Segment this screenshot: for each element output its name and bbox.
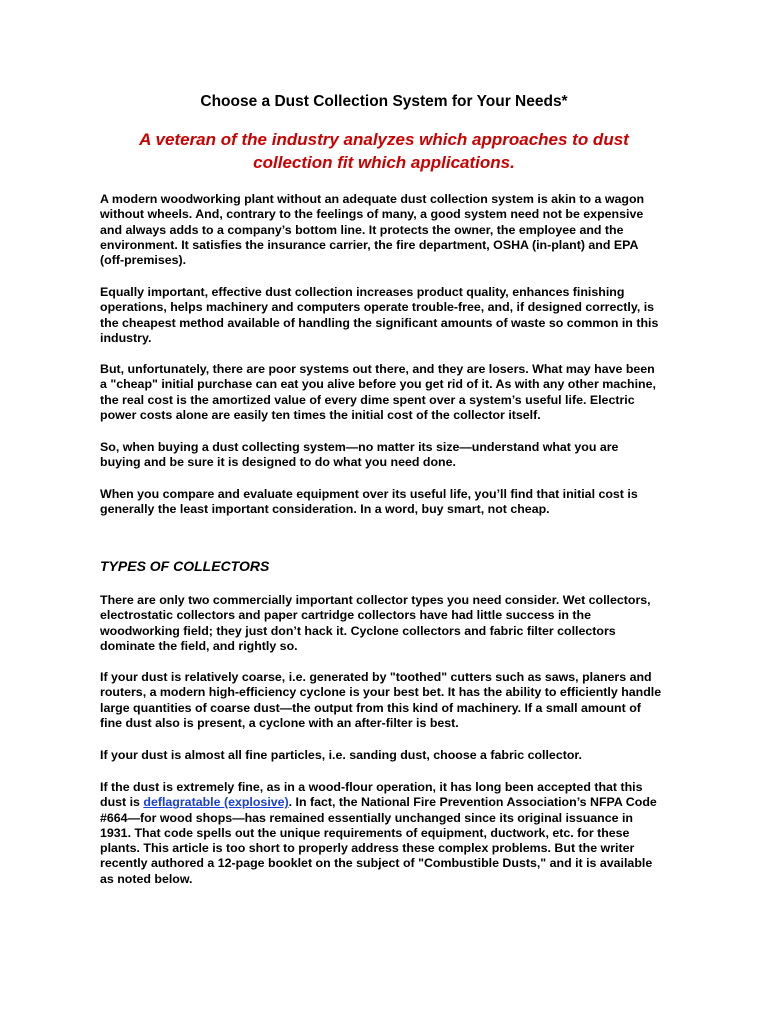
paragraph-line: So, when buying a dust collecting system—no matter its size—understand what you are bbox=[100, 440, 619, 454]
paragraph-line: electrostatic collectors and paper cartridge collectors have had little success in the bbox=[100, 608, 591, 623]
paragraph-line: There are only two commercially important collector types you need consider. Wet collectors, bbox=[100, 593, 651, 607]
paragraph-line: a "cheap" initial purchase can eat you alive before you get rid of it. As with any other machine, bbox=[100, 377, 656, 392]
paragraph-line: #664—for wood shops—has remained essentially unchanged since its original issuance in bbox=[100, 810, 633, 825]
paragraph bbox=[100, 440, 660, 471]
paragraph-line bbox=[100, 795, 660, 810]
deflagratable-link[interactable]: deflagratable (explosive) bbox=[143, 795, 289, 810]
paragraph-line: large quantities of coarse dust—the output from this kind of machinery. If a small amount of bbox=[100, 700, 641, 715]
paragraph bbox=[100, 670, 660, 731]
paragraph-line: If your dust is relatively coarse, i.e. generated by "toothed" cutters such as saws, planers and bbox=[100, 670, 652, 684]
paragraph-line: dominate the field, and rightly so. bbox=[100, 638, 298, 653]
paragraph-line: plants. This article is too short to properly address these complex problems. But the writer bbox=[100, 841, 635, 856]
paragraph bbox=[100, 285, 660, 346]
paragraph-line: the real cost is the amortized value of every dime spent over a system’s useful life. Electric bbox=[100, 392, 635, 407]
paragraph-line: If your dust is almost all fine particles, i.e. sanding dust, choose a fabric collector. bbox=[100, 748, 582, 762]
paragraph bbox=[100, 192, 660, 268]
paragraph-line: the cheapest method available of handling the significant amounts of waste so common in this bbox=[100, 315, 659, 330]
paragraph-line: Equally important, effective dust collection increases product quality, enhances finishing bbox=[100, 285, 625, 299]
paragraph bbox=[100, 362, 660, 423]
subtitle-line: collection fit which applications. bbox=[253, 153, 515, 172]
document-title: Choose a Dust Collection System for Your Needs* bbox=[200, 93, 568, 110]
paragraph-line: operations, helps machinery and computers operate trouble-free, and, if designed correctly, is bbox=[100, 300, 655, 315]
paragraph-line: fine dust also is present, a cyclone with an after-filter is best. bbox=[100, 715, 459, 730]
paragraph-line: without wheels. And, contrary to the feelings of many, a good system need not be expensive bbox=[100, 207, 644, 222]
paragraph-line: buying and be sure it is designed to do what you need done. bbox=[100, 455, 456, 470]
document-subtitle bbox=[120, 128, 648, 174]
paragraph-line: power costs alone are easily ten times the initial cost of the collector itself. bbox=[100, 407, 541, 422]
paragraph-line: environment. It satisfies the insurance carrier, the fire department, OSHA (in-plant) and EPA bbox=[100, 237, 639, 252]
line-text: dust is bbox=[100, 795, 144, 810]
subtitle-line: A veteran of the industry analyzes which approaches to dust bbox=[139, 130, 629, 149]
paragraph bbox=[100, 593, 660, 654]
paragraph-line: When you compare and evaluate equipment over its useful life, you’ll find that initial cost is bbox=[100, 487, 638, 501]
paragraph-line: (off-premises). bbox=[100, 253, 187, 268]
paragraph bbox=[100, 748, 660, 763]
paragraph-line: A modern woodworking plant without an adequate dust collection system is akin to a wagon bbox=[100, 192, 645, 206]
section-heading: TYPES OF COLLECTORS bbox=[100, 558, 270, 574]
paragraph-line: If the dust is extremely fine, as in a wood-flour operation, it has long been accepted that this bbox=[100, 780, 643, 794]
paragraph-line: routers, a modern high-efficiency cyclone is your best bet. It has the ability to efficiently handle bbox=[100, 685, 662, 700]
paragraph-line: industry. bbox=[100, 330, 152, 345]
paragraph bbox=[100, 780, 660, 887]
paragraph-line: 1931. That code spells out the unique requirements of equipment, ductwork, etc. for these bbox=[100, 825, 630, 840]
paragraph-line: recently authored a 12-page booklet on the subject of "Combustible Dusts," and it is available bbox=[100, 856, 653, 871]
paragraph-line: woodworking field; they just don’t hack it. Cyclone collectors and fabric filter collectors bbox=[100, 623, 616, 638]
paragraph-line: But, unfortunately, there are poor systems out there, and they are losers. What may have been bbox=[100, 362, 655, 376]
paragraph bbox=[100, 487, 660, 518]
paragraph-line: as noted below. bbox=[100, 871, 193, 886]
paragraph-line: generally the least important consideration. In a word, buy smart, not cheap. bbox=[100, 502, 550, 517]
line-text: . In fact, the National Fire Prevention Association’s NFPA Code bbox=[288, 795, 657, 810]
paragraph-line: and always adds to a company’s bottom line. It protects the owner, the employee and the bbox=[100, 222, 624, 237]
